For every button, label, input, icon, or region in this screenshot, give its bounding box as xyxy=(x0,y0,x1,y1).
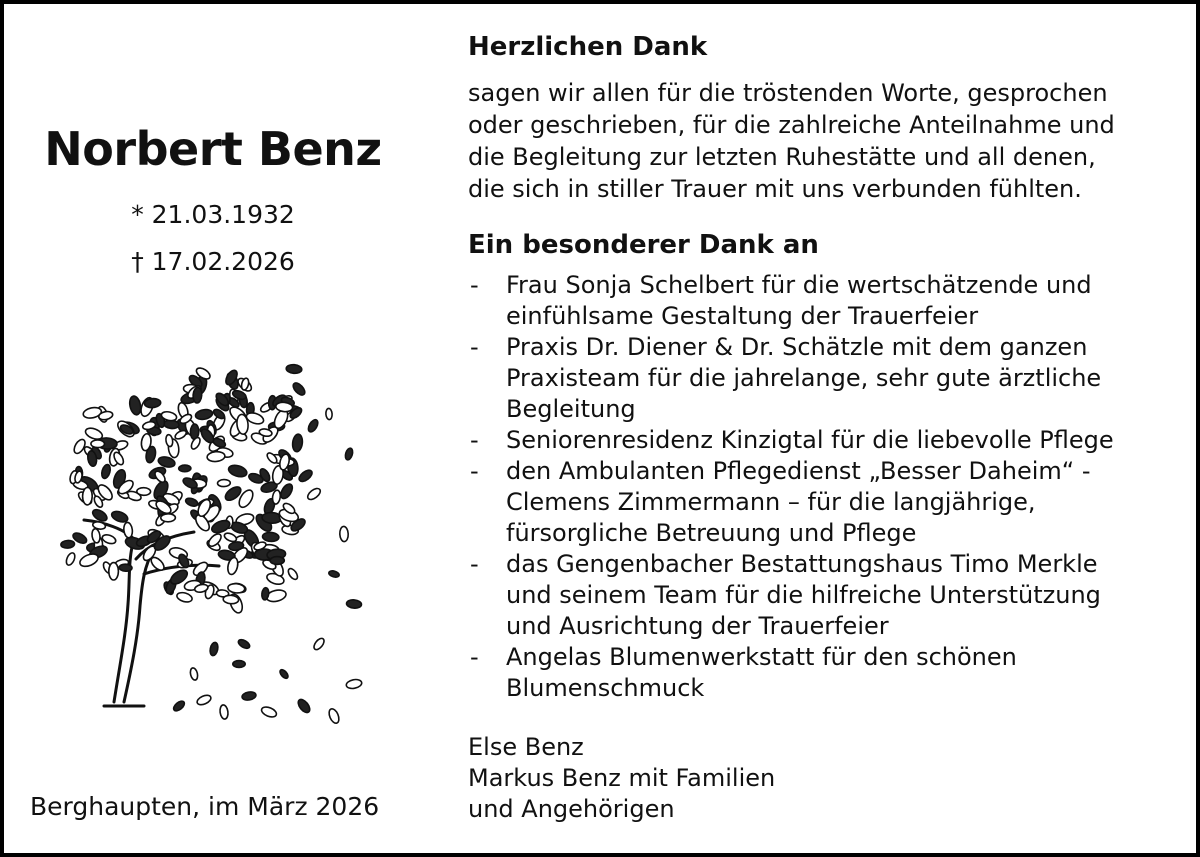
birth-date: * 21.03.1932 xyxy=(131,200,295,229)
list-dash: - xyxy=(470,457,479,485)
list-item-text: Praxis Dr. Diener & Dr. Schätzle mit dem ganzen Praxisteam für die jahrelange, sehr gute ärztliche Begleitung xyxy=(506,333,1102,423)
list-dash: - xyxy=(470,643,479,671)
signer-line: Else Benz xyxy=(468,733,584,761)
list-item-text: das Gengenbacher Bestattungshaus Timo Merkle und seinem Team für die hilfreiche Unterstützung und Ausrichtung der Trauerfeier xyxy=(506,550,1101,640)
special-thanks-heading: Ein besonderer Dank an xyxy=(468,230,819,260)
signers-block xyxy=(468,732,775,825)
list-item-text: den Ambulanten Pflegedienst „Besser Daheim“ - Clemens Zimmermann – für die langjährige, fürsorgliche Betreuung und Pflege xyxy=(506,457,1091,547)
place-and-date: Berghaupten, im März 2026 xyxy=(30,792,380,821)
thanks-paragraph xyxy=(468,77,1188,205)
thanks-line: die sich in stiller Trauer mit uns verbunden fühlten. xyxy=(468,175,1082,203)
list-item-text: Seniorenresidenz Kinzigtal für die liebevolle Pflege xyxy=(506,426,1114,454)
thanks-line: die Begleitung zur letzten Ruhestätte und all denen, xyxy=(468,143,1096,171)
signer-line: und Angehörigen xyxy=(468,795,675,823)
list-dash: - xyxy=(470,333,479,361)
list-item xyxy=(468,425,1188,456)
list-item-text: Frau Sonja Schelbert für die wertschätzende und einfühlsame Gestaltung der Trauerfeier xyxy=(506,271,1092,330)
thanks-line: sagen wir allen für die tröstenden Worte, gesprochen xyxy=(468,79,1108,107)
list-dash: - xyxy=(470,271,479,299)
list-item-text: Angelas Blumenwerkstatt für den schönen Blumenschmuck xyxy=(506,643,1017,702)
death-date: † 17.02.2026 xyxy=(131,247,295,276)
list-item xyxy=(468,642,1188,704)
signer-line: Markus Benz mit Familien xyxy=(468,764,776,792)
list-item xyxy=(468,456,1188,549)
tree-with-falling-leaves-icon xyxy=(44,344,374,729)
right-column xyxy=(468,4,1188,853)
list-item xyxy=(468,270,1188,332)
list-item xyxy=(468,332,1188,425)
left-column xyxy=(4,4,434,853)
special-thanks-list xyxy=(468,270,1188,704)
list-dash: - xyxy=(470,426,479,454)
thanks-heading: Herzlichen Dank xyxy=(468,32,708,62)
list-item xyxy=(468,549,1188,642)
list-dash: - xyxy=(470,550,479,578)
thanks-line: oder geschrieben, für die zahlreiche Anteilnahme und xyxy=(468,111,1115,139)
deceased-name: Norbert Benz xyxy=(44,122,382,176)
